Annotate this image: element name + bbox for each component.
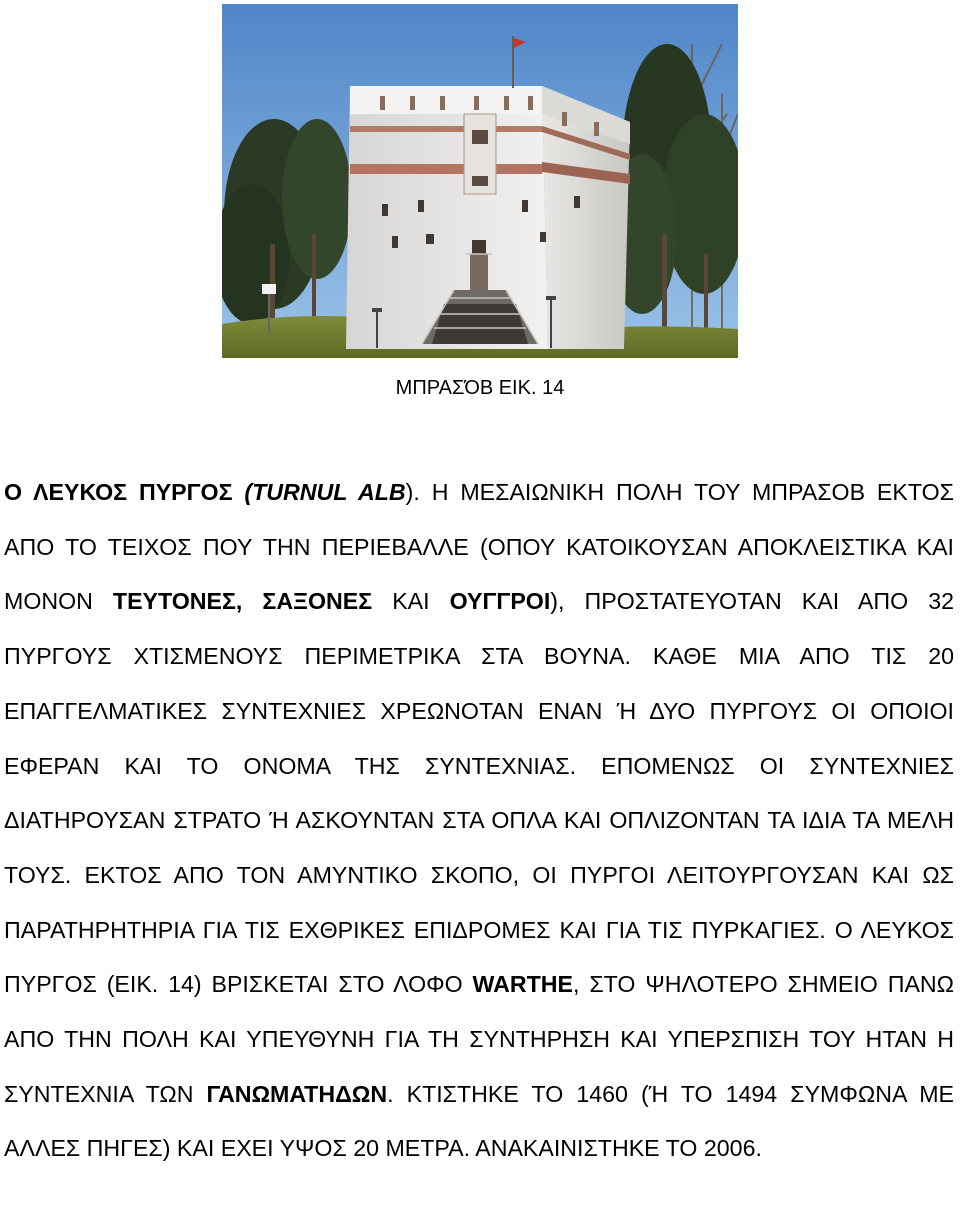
tower-red-band-upper	[350, 126, 542, 132]
text-segment-4: , ΣΤΟ ΨΗΛΟΤΕΡΟ ΣΗΜΕΙΟ ΠΑΝΩ ΑΠΟ ΤΗΝ ΠΟΛΗ ΚΑΙ ΥΠΕΥΘΥΝΗ ΓΙΑ ΤΗ ΣΥΝΤΗΡΗΣΗ ΚΑΙ ΥΠΕΡΣΠΙΣΗ ΤΟΥ ΗΤΑΝ Η ΣΥΝΤΕΧΝΙΑ ΤΩΝ	[4, 971, 954, 1107]
lead-bold: Ο ΛΕΥΚΟΣ ΠΥΡΓΟΣ	[4, 479, 245, 505]
tower-battlement	[350, 86, 542, 114]
bold-tinsmiths: ΓΑΝΩΜΑΤΗΔΩΝ	[206, 1080, 388, 1107]
text-segment-2: ΚΑΙ	[372, 588, 450, 615]
white-tower-photo	[222, 4, 738, 358]
body-paragraph	[4, 465, 954, 1176]
bold-hungarians: ΟΥΓΓΡΟΙ	[449, 588, 551, 615]
figure-caption: ΜΠΡΑΣΌΒ ΕΙΚ. 14	[395, 377, 565, 399]
text-segment-3: ), ΠΡΟΣΤΑΤΕΥΟΤΑΝ ΚΑΙ ΑΠΟ 32 ΠΥΡΓΟΥΣ ΧΤΙΣΜΕΝΟΥΣ ΠΕΡΙΜΕΤΡΙΚΑ ΣΤΑ ΒΟΥΝΑ. ΚΑΘΕ ΜΙΑ ΑΠΟ ΤΙΣ 20 ΕΠΑΓΓΕΛΜΑΤΙΚΕΣ ΣΥΝΤΕΧΝΙΕΣ ΧΡΕΩΝΟΤΑΝ ΕΝΑΝ Ή ΔΥΟ ΠΥΡΓΟΥΣ ΟΙ ΟΠΟΙΟΙ ΕΦΕΡΑΝ ΚΑΙ ΤΟ ΟΝΟΜΑ ΤΗΣ ΣΥΝΤΕΧΝΙΑΣ. ΕΠΟΜΕΝΩΣ ΟΙ ΣΥΝΤΕΧΝΙΕΣ ΔΙΑΤΗΡΟΥΣΑΝ ΣΤΡΑΤΟ Ή ΑΣΚΟΥΝΤΑΝ ΣΤΑ ΟΠΛΑ ΚΑΙ ΟΠΛΙΖΟΝΤΑΝ ΤΑ ΙΔΙΑ ΤΑ ΜΕΛΗ ΤΟΥΣ. ΕΚΤΟΣ ΑΠΟ ΤΟΝ ΑΜΥΝΤΙΚΟ ΣΚΟΠΟ, ΟΙ ΠΥΡΓΟΙ ΛΕΙΤΟΥΡΓΟΥΣΑΝ ΚΑΙ ΩΣ ΠΑΡΑΤΗΡΗΤΗΡΙΑ ΓΙΑ ΤΙΣ ΕΧΘΡΙΚΕΣ ΕΠΙΔΡΟΜΕΣ ΚΑΙ ΓΙΑ ΤΙΣ ΠΥΡΚΑΓΙΕΣ. Ο ΛΕΥΚΟΣ ΠΥΡΓΟΣ (ΕΙΚ. 14) ΒΡΙΣΚΕΤΑΙ ΣΤΟ ΛΟΦΟ	[4, 588, 954, 998]
bold-teutons-saxons: ΤΕΥΤΟΝΕΣ, ΣΑΞΟΝΕΣ	[112, 588, 373, 615]
text-segment-1: ). Η ΜΕΣΑΙΩΝΙΚΗ ΠΟΛΗ ΤΟΥ ΜΠΡΑΣΟΒ ΕΚΤΟΣ ΑΠΟ ΤΟ ΤΕΙΧΟΣ ΠΟΥ ΤΗΝ ΠΕΡΙΕΒΑΛΛΕ (ΟΠΟΥ ΚΑΤΟΙΚΟΥΣΑΝ ΑΠΟΚΛΕΙΣΤΙΚΑ ΚΑΙ ΜΟΝΟΝ	[4, 479, 954, 615]
tower-red-band-lower	[350, 164, 542, 174]
text-segment-5: . ΚΤΙΣΤΗΚΕ ΤΟ 1460 (Ή ΤΟ 1494 ΣΥΜΦΩΝΑ ΜΕ ΑΛΛΕΣ ΠΗΓΕΣ) ΚΑΙ ΕΧΕΙ ΥΨΟΣ 20 ΜΕΤΡΑ. ΑΝΑΚΑΙΝΙΣΤΗΚΕ ΤΟ 2006.	[4, 1080, 954, 1162]
lead-bold-italic: (TURNUL ALB	[244, 479, 406, 505]
bold-warthe: WARTHE	[472, 971, 574, 998]
